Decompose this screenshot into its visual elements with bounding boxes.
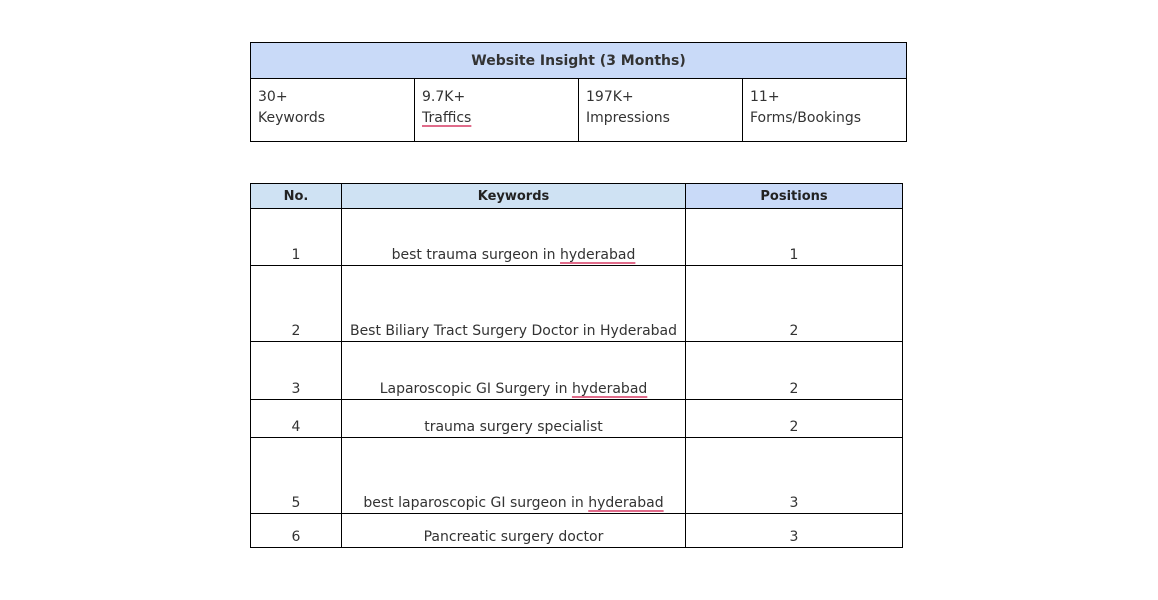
position-cell[interactable]: 1 <box>686 209 903 266</box>
table-row <box>251 400 903 438</box>
keyword-cell[interactable] <box>342 342 686 400</box>
website-insight-table <box>250 42 907 142</box>
position-cell[interactable]: 2 <box>686 266 903 342</box>
position-cell[interactable]: 3 <box>686 514 903 548</box>
row-number[interactable]: 2 <box>251 266 342 342</box>
stat-cell-impressions[interactable] <box>579 79 743 142</box>
table-row <box>251 342 903 400</box>
stat-label: Traffics <box>422 110 472 126</box>
keyword-text: best laparoscopic GI surgeon in <box>363 495 589 511</box>
keyword-text: Laparoscopic GI Surgery in <box>379 381 572 397</box>
position-cell[interactable]: 2 <box>686 342 903 400</box>
table-row <box>251 209 903 266</box>
row-number[interactable]: 4 <box>251 400 342 438</box>
row-number[interactable]: 5 <box>251 438 342 514</box>
keyword-flagged-word: hyderabad <box>560 247 636 263</box>
row-number[interactable]: 3 <box>251 342 342 400</box>
table-row <box>251 438 903 514</box>
keyword-cell[interactable] <box>342 266 686 342</box>
keyword-text: trauma surgery specialist <box>424 419 603 435</box>
stat-label: Keywords <box>258 110 326 126</box>
keyword-cell[interactable] <box>342 209 686 266</box>
stat-cell-forms-bookings[interactable] <box>743 79 907 142</box>
keyword-cell[interactable] <box>342 400 686 438</box>
position-cell[interactable]: 2 <box>686 400 903 438</box>
stat-cell-keywords[interactable] <box>251 79 415 142</box>
column-header-positions[interactable]: Positions <box>686 184 903 209</box>
stat-value: 11+ <box>750 89 780 105</box>
stat-label: Forms/Bookings <box>750 110 862 126</box>
keyword-cell[interactable] <box>342 514 686 548</box>
column-header-keywords[interactable]: Keywords <box>342 184 686 209</box>
keyword-flagged-word: hyderabad <box>588 495 664 511</box>
row-number[interactable]: 6 <box>251 514 342 548</box>
stat-label: Impressions <box>586 110 670 126</box>
keyword-flagged-word: hyderabad <box>571 381 648 397</box>
keyword-rankings-table <box>250 183 903 548</box>
table-row <box>251 266 903 342</box>
column-header-no[interactable]: No. <box>251 184 342 209</box>
insight-title[interactable]: Website Insight (3 Months) <box>251 43 907 79</box>
table-row <box>251 514 903 548</box>
stat-cell-traffics[interactable] <box>415 79 579 142</box>
row-number[interactable]: 1 <box>251 209 342 266</box>
position-cell[interactable]: 3 <box>686 438 903 514</box>
keyword-cell[interactable] <box>342 438 686 514</box>
keyword-text: Best Biliary Tract Surgery Doctor in Hyderabad <box>349 323 678 339</box>
table-header-row <box>251 184 903 209</box>
keyword-text: Pancreatic surgery doctor <box>423 529 604 545</box>
stat-value: 197K+ <box>586 89 634 105</box>
keyword-text: best trauma surgeon in <box>391 247 561 263</box>
stat-value: 30+ <box>258 89 288 105</box>
stat-value: 9.7K+ <box>422 89 466 105</box>
